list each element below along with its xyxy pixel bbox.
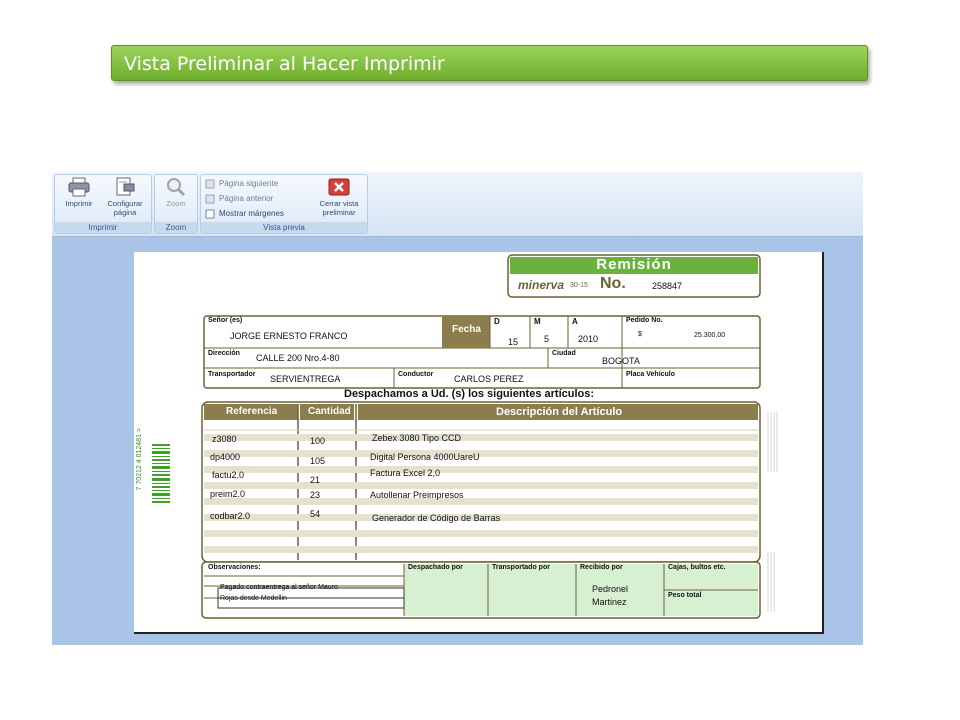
show-margins-label: Mostrar márgenes <box>219 209 284 218</box>
month-value: 5 <box>544 334 550 344</box>
day-value: 15 <box>508 337 519 347</box>
number-label: No. <box>600 275 626 292</box>
observation-line-1: Pagado contraentrega al señor Mauro <box>220 584 338 591</box>
item-ref: dp4000 <box>210 452 241 462</box>
page-setup-label-2: página <box>113 208 137 217</box>
item-ref: factu2.0 <box>212 470 245 480</box>
brand-logo: minerva <box>518 278 565 292</box>
checkbox-icon <box>205 209 215 219</box>
page-setup-icon <box>114 177 136 197</box>
label-pedido: Pedido No. <box>626 317 663 324</box>
close-red-icon <box>328 177 350 197</box>
amount-value: 25.300,00 <box>694 332 726 339</box>
show-margins-checkbox[interactable] <box>205 209 284 219</box>
carrier-value: SERVIENTREGA <box>270 374 341 384</box>
preview-page <box>134 252 824 634</box>
printer-icon <box>68 177 90 197</box>
item-desc: Zebex 3080 Tipo CCD <box>372 433 462 443</box>
item-qty: 54 <box>310 509 321 519</box>
prev-page-button[interactable] <box>205 194 273 204</box>
barcode-number: 7 70212 4 012481 > <box>136 428 143 491</box>
item-qty: 23 <box>310 490 321 500</box>
label-despachado: Despachado por <box>408 564 463 571</box>
item-ref: codbar2.0 <box>210 511 251 521</box>
item-qty: 100 <box>310 436 326 446</box>
label-senor: Señor (es) <box>208 317 243 324</box>
label-a: A <box>572 317 578 326</box>
group-label-zoom: Zoom <box>155 222 197 233</box>
slide-title: Vista Preliminar al Hacer Imprimir <box>111 45 868 81</box>
ribbon-group-print <box>54 174 152 234</box>
label-d: D <box>494 317 500 326</box>
item-desc: Factura Excel 2,0 <box>370 468 441 478</box>
group-label-print: Imprimir <box>55 222 151 233</box>
currency-value: $ <box>638 331 642 338</box>
item-qty: 21 <box>310 475 321 485</box>
close-preview-button[interactable] <box>311 177 367 217</box>
ribbon-group-preview <box>200 174 368 234</box>
label-ciudad: Ciudad <box>552 350 576 357</box>
remision-form-graphic <box>134 252 822 632</box>
label-recibido: Recibido por <box>580 564 623 571</box>
observation-line-2: Rojas desde Medellin <box>220 595 287 602</box>
customer-value: JORGE ERNESTO FRANCO <box>230 331 348 341</box>
print-preview-window <box>52 172 863 645</box>
page-setup-label-1: Configurar <box>107 199 143 208</box>
zoom-button[interactable] <box>159 177 193 208</box>
item-desc: Autollenar Preimpresos <box>370 490 464 500</box>
brand-code: 30-15 <box>570 282 588 289</box>
ribbon-group-zoom <box>154 174 198 234</box>
label-m: M <box>534 317 541 326</box>
print-button[interactable] <box>59 177 99 208</box>
label-conductor: Conductor <box>398 371 434 378</box>
magnifier-icon <box>166 177 186 197</box>
label-despachamos: Despachamos a Ud. (s) los siguientes artículos: <box>344 388 595 400</box>
item-desc: Digital Persona 4000UareU <box>370 452 480 462</box>
zoom-label: Zoom <box>166 199 186 208</box>
next-page-icon <box>205 179 215 189</box>
item-qty: 105 <box>310 456 326 466</box>
driver-value: CARLOS PEREZ <box>454 374 524 384</box>
label-observaciones: Observaciones: <box>208 564 261 571</box>
received-by-line-2: Martinez <box>592 597 627 607</box>
label-peso: Peso total <box>668 592 702 599</box>
item-desc: Generador de Código de Barras <box>372 513 501 523</box>
print-label: Imprimir <box>65 199 93 208</box>
form-number: 258847 <box>652 281 683 291</box>
label-cajas: Cajas, bultos etc. <box>668 564 726 571</box>
item-ref: z3080 <box>212 434 237 444</box>
form-title: Remisión <box>596 256 672 273</box>
label-placa: Placa Vehículo <box>626 371 676 378</box>
label-direccion: Dirección <box>208 350 240 357</box>
prev-page-icon <box>205 194 215 204</box>
next-page-button[interactable] <box>205 179 278 189</box>
label-fecha: Fecha <box>452 324 481 335</box>
close-label-2: preliminar <box>322 208 356 217</box>
year-value: 2010 <box>578 334 599 344</box>
header-descripcion: Descripción del Artículo <box>496 406 623 418</box>
next-page-label: Página siguiente <box>219 179 279 188</box>
ribbon <box>52 172 863 237</box>
page-setup-button[interactable] <box>101 177 149 217</box>
label-transportador: Transportador <box>208 371 256 378</box>
label-transportado: Transportado por <box>492 564 550 571</box>
group-label-preview: Vista previa <box>201 222 367 233</box>
header-referencia: Referencia <box>226 406 278 417</box>
received-by-line-1: Pedronel <box>592 584 629 594</box>
prev-page-label: Página anterior <box>219 194 274 203</box>
city-value: BOGOTA <box>602 356 640 366</box>
item-ref: preim2.0 <box>210 489 246 499</box>
header-cantidad: Cantidad <box>308 406 351 417</box>
close-label-1: Cerrar vista <box>319 199 359 208</box>
address-value: CALLE 200 Nro.4-80 <box>256 353 340 363</box>
